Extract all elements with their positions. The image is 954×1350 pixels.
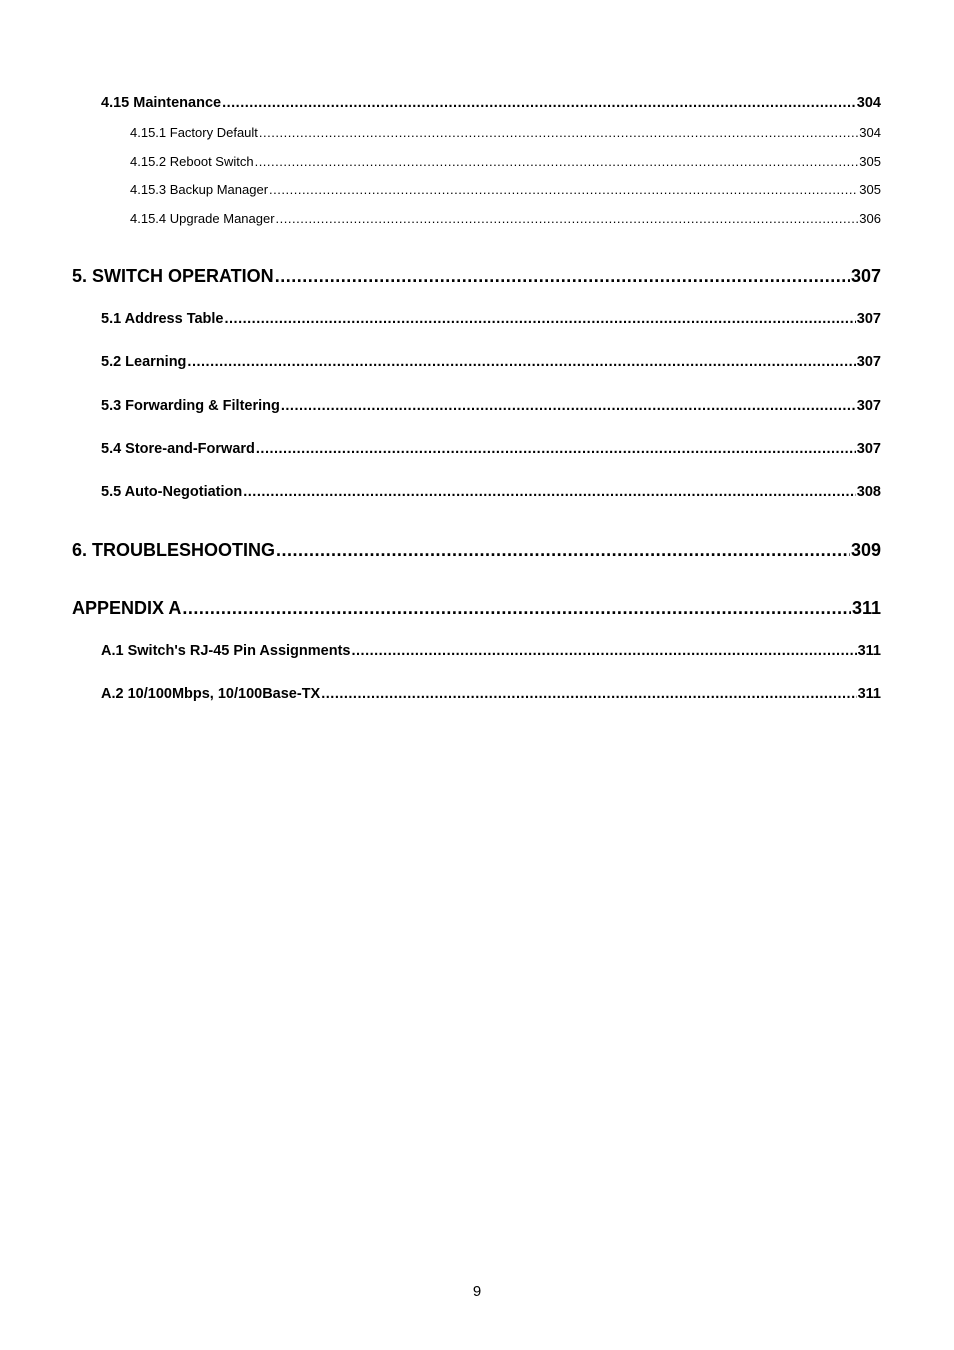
toc-entry-label: A.2 10/100Mbps, 10/100Base-TX (101, 686, 321, 702)
toc-entry-label: 4.15.1 Factory Default (130, 125, 258, 140)
toc-entry-label: 4.15.3 Backup Manager (130, 182, 269, 197)
toc-entry-a-2[interactable] (101, 686, 881, 702)
dot-leader (269, 182, 858, 197)
toc-entry-4-15[interactable] (101, 95, 881, 111)
dot-leader (255, 154, 859, 169)
toc-entry-page: 307 (850, 266, 881, 286)
toc-entry-label: 5.1 Address Table (101, 311, 224, 327)
toc-entry-label: 5.5 Auto-Negotiation (101, 484, 243, 500)
toc-entry-5-5[interactable] (101, 484, 881, 500)
toc-entry-5-2[interactable] (101, 354, 881, 370)
dot-leader (187, 354, 855, 370)
toc-entry-page: 308 (856, 484, 881, 500)
dot-leader (256, 441, 856, 457)
toc-entry-label: 5.2 Learning (101, 354, 187, 370)
dot-leader (225, 311, 856, 327)
toc-entry-page: 305 (859, 182, 881, 197)
dot-leader (243, 484, 856, 500)
toc-entry-page: 304 (856, 95, 881, 111)
toc-entry-label: A.1 Switch's RJ-45 Pin Assignments (101, 643, 351, 659)
toc-entry-5[interactable] (72, 266, 881, 287)
toc-entry-4-15-4[interactable] (130, 211, 881, 226)
toc-entry-page: 305 (859, 154, 881, 169)
dot-leader (351, 643, 856, 659)
toc-entry-page: 307 (856, 354, 881, 370)
toc-entry-page: 306 (859, 211, 881, 226)
page-number: 9 (472, 1283, 482, 1300)
toc-entry-label: 4.15.4 Upgrade Manager (130, 211, 275, 226)
toc-entry-label: 5.4 Store-and-Forward (101, 441, 255, 457)
dot-leader (259, 125, 858, 140)
toc-entry-page: 311 (851, 598, 881, 618)
toc-entry-4-15-2[interactable] (130, 154, 881, 169)
dot-leader (281, 398, 856, 414)
toc-entry-page: 307 (856, 398, 881, 414)
dot-leader (275, 266, 850, 287)
toc-entry-a-1[interactable] (101, 643, 881, 659)
toc-entry-page: 307 (856, 441, 881, 457)
toc-entry-page: 304 (859, 125, 881, 140)
dot-leader (321, 686, 856, 702)
toc-entry-label: 6. TROUBLESHOOTING (72, 540, 276, 560)
toc-entry-label: 4.15.2 Reboot Switch (130, 154, 254, 169)
toc-entry-5-4[interactable] (101, 441, 881, 457)
dot-leader (276, 211, 859, 226)
dot-leader (182, 598, 851, 619)
toc-entry-page: 307 (856, 311, 881, 327)
toc-entry-5-1[interactable] (101, 311, 881, 327)
toc-entry-label: 5. SWITCH OPERATION (72, 266, 274, 286)
toc-entry-4-15-1[interactable] (130, 125, 881, 140)
toc-entry-4-15-3[interactable] (130, 182, 881, 197)
dot-leader (222, 95, 856, 111)
toc-entry-label: APPENDIX A (72, 598, 182, 618)
toc-entry-page: 311 (857, 686, 881, 702)
toc-entry-6[interactable] (72, 540, 881, 561)
toc-entry-5-3[interactable] (101, 398, 881, 414)
toc-entry-label: 5.3 Forwarding & Filtering (101, 398, 280, 414)
toc-entry-appendix-a[interactable] (72, 598, 881, 619)
toc-entry-page: 311 (857, 643, 881, 659)
dot-leader (276, 540, 850, 561)
toc-entry-page: 309 (850, 540, 881, 560)
toc-entry-label: 4.15 Maintenance (101, 95, 222, 111)
